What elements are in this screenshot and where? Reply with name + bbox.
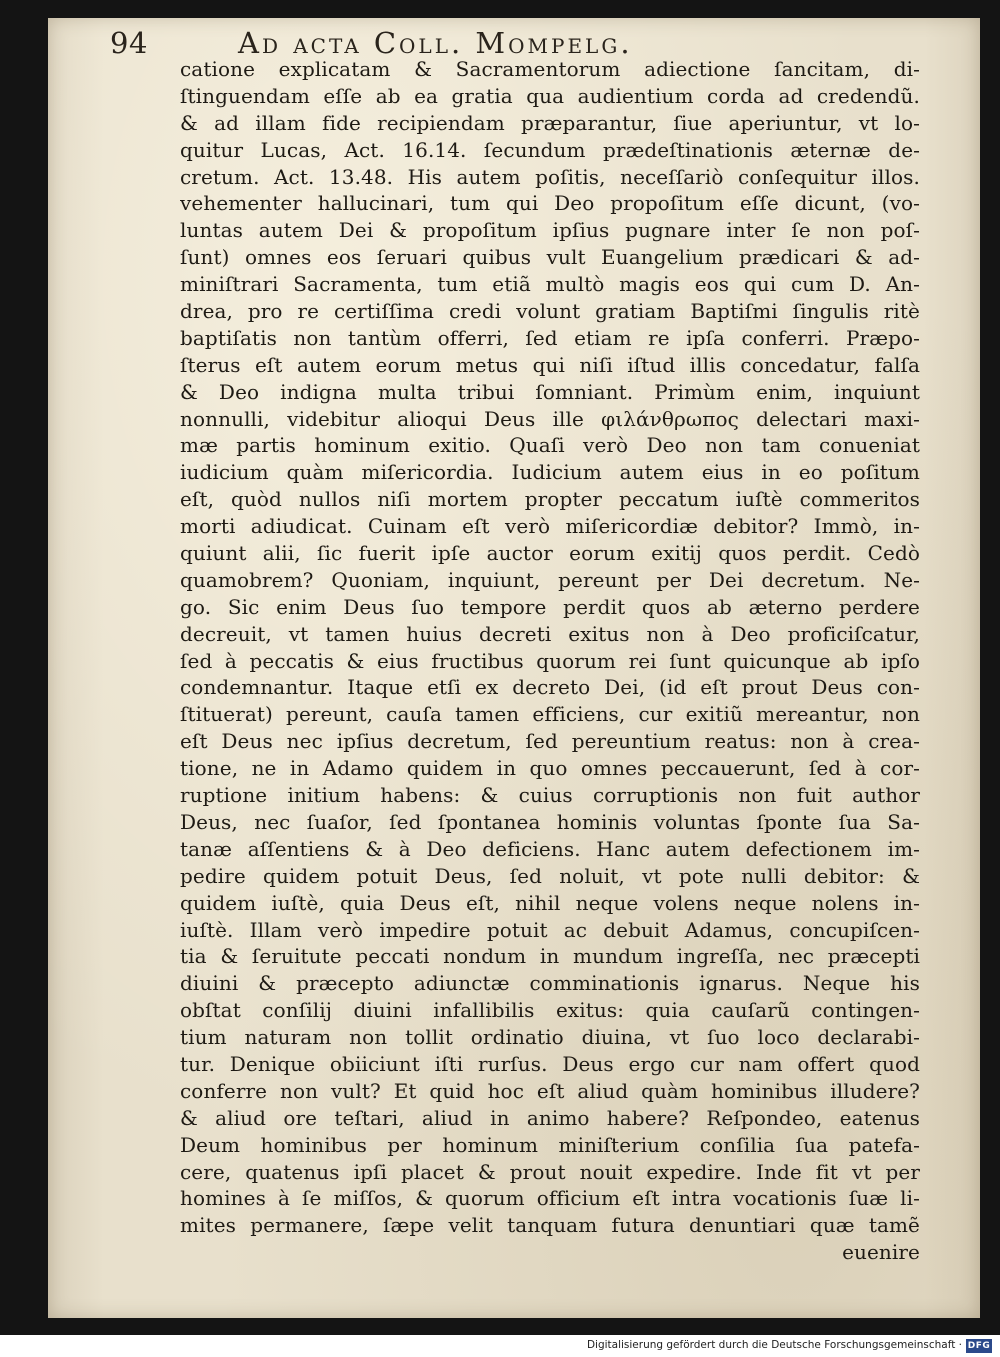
text-line: diuini & præcepto adiunctæ comminationis ignarus. Neque his — [180, 971, 920, 996]
text-line: & aliud ore teſtari, aliud in animo habere? Reſpondeo, eatenus — [180, 1105, 920, 1130]
text-line: pedire quidem potuit Deus, ſed noluit, vt pote nulli debitor: & — [180, 863, 920, 888]
text-line: obſtat conſilij diuini infallibilis exitus: quia cauſarũ contingen- — [180, 998, 920, 1023]
text-line: tia & ſeruitute peccati nondum in mundum ingreſſa, nec præcepti — [180, 944, 920, 969]
text-line: decreuit, vt tamen huius decreti exitus non à Deo proficiſcatur, — [180, 621, 920, 646]
text-line: go. Sic enim Deus ſuo tempore perdit quos ab æterno perdere — [180, 594, 920, 619]
text-line: ruptione initium habens: & cuius corruptionis non fuit author — [180, 783, 920, 808]
text-line: quidem iuſtè, quia Deus eſt, nihil neque volens neque nolens in- — [180, 890, 920, 915]
text-line: homines à ſe miſſos, & quorum officium eſt intra vocationis ſuæ li- — [180, 1186, 920, 1211]
text-line: quiunt alii, ſic fuerit ipſe auctor eorum exitij quos perdit. Cedò — [180, 541, 920, 566]
text-line: Deus, nec ſuaſor, ſed ſpontanea hominis voluntas ſponte ſua Sa- — [180, 809, 920, 834]
text-line: eſt Deus nec ipſius decretum, ſed pereuntium reatus: non à crea- — [180, 729, 920, 754]
page-number: 94 — [110, 26, 148, 60]
text-line: tanæ aſſentiens & à Deo deficiens. Hanc autem defectionem im- — [180, 836, 920, 861]
text-line: mæ partis hominum exitio. Quaſi verò Deo non tam conueniat — [180, 433, 920, 458]
footer-bar — [0, 1335, 1000, 1357]
body-text — [180, 56, 920, 1266]
text-line: luntas autem Dei & propoſitum ipſius pugnare inter ſe non poſ- — [180, 218, 920, 243]
running-head: Ad acta Coll. Mompelg. — [238, 26, 633, 60]
dfg-logo-icon: DFG — [967, 1341, 991, 1351]
text-line: cere, quatenus ipſi placet & prout nouit expedire. Inde fit vt per — [180, 1159, 920, 1184]
text-line: quitur Lucas, Act. 16.14. ſecundum prædeſtinationis æternæ de- — [180, 137, 920, 162]
text-line: & ad illam fide recipiendam præparantur, ſiue aperiuntur, vt lo- — [180, 110, 920, 135]
text-line: miniſtrari Sacramenta, tum etiã multò magis eos qui cum D. An- — [180, 272, 920, 297]
text-line: tur. Denique obiiciunt iſti rurſus. Deus ergo cur nam offert quod — [180, 1051, 920, 1076]
text-line: ſunt) omnes eos ſeruari quibus vult Euangelium prædicari & ad- — [180, 245, 920, 270]
text-line: tione, ne in Adamo quidem in quo omnes peccauerunt, ſed à cor- — [180, 756, 920, 781]
text-line: ſtituerat) pereunt, cauſa tamen efficiens, cur exitiũ mereantur, non — [180, 702, 920, 727]
text-line: condemnantur. Itaque etſi ex decreto Dei, (id eſt prout Deus con- — [180, 675, 920, 700]
text-line: cretum. Act. 13.48. His autem poſitis, neceſſariò conſequitur illos. — [180, 164, 920, 189]
text-line: Deum hominibus per hominum miniſterium conſilia ſua patefa- — [180, 1132, 920, 1157]
text-line: iudicium quàm miſericordia. Iudicium autem eius in eo poſitum — [180, 460, 920, 485]
text-line: baptiſatis non tantùm offerri, ſed etiam re ipſa conferri. Præpo- — [180, 325, 920, 350]
text-line: conferre non vult? Et quid hoc eſt aliud quàm hominibus illudere? — [180, 1078, 920, 1103]
text-line: ſtinguendam eſſe ab ea gratia qua audientium corda ad credendũ. — [180, 83, 920, 108]
text-line: ſterus eſt autem eorum metus qui niſi iſtud illis concedatur, falſa — [180, 352, 920, 377]
text-line: mites permanere, ſæpe velit tanquam futura denuntiari quæ tamẽ — [180, 1213, 920, 1238]
text-line: catione explicatam & Sacramentorum adiectione ſancitam, di- — [180, 57, 920, 81]
text-line: iuſtè. Illam verò impedire potuit ac debuit Adamus, concupiſcen- — [180, 917, 920, 942]
text-line: & Deo indigna multa tribui ſomniant. Primùm enim, inquiunt — [180, 379, 920, 404]
text-line: eſt, quòd nullos niſi mortem propter peccatum iuſtè commeritos — [180, 487, 920, 512]
text-line: tium naturam non tollit ordinatio diuina, vt ſuo loco declarabi- — [180, 1025, 920, 1050]
text-line: morti adiudicat. Cuinam eſt verò miſericordiæ debitor? Immò, in- — [180, 514, 920, 539]
text-line: nonnulli, videbitur alioqui Deus ille φιλάνθρωπος delectari maxi- — [180, 406, 920, 431]
text-line: euenire — [842, 1240, 920, 1265]
text-line: vehementer hallucinari, tum qui Deo propoſitum eſſe dicunt, (vo- — [180, 191, 920, 216]
text-line: drea, pro re certiſſima credi volunt gratiam Baptiſmi ſingulis ritè — [180, 299, 920, 324]
text-line: quamobrem? Quoniam, inquiunt, pereunt per Dei decretum. Ne- — [180, 567, 920, 592]
funding-credit: Digitalisierung gefördert durch die Deutsche Forschungsgemeinschaft · — [586, 1339, 962, 1351]
text-line: ſed à peccatis & eius fructibus quorum rei ſunt quicunque ab ipſo — [180, 648, 920, 673]
